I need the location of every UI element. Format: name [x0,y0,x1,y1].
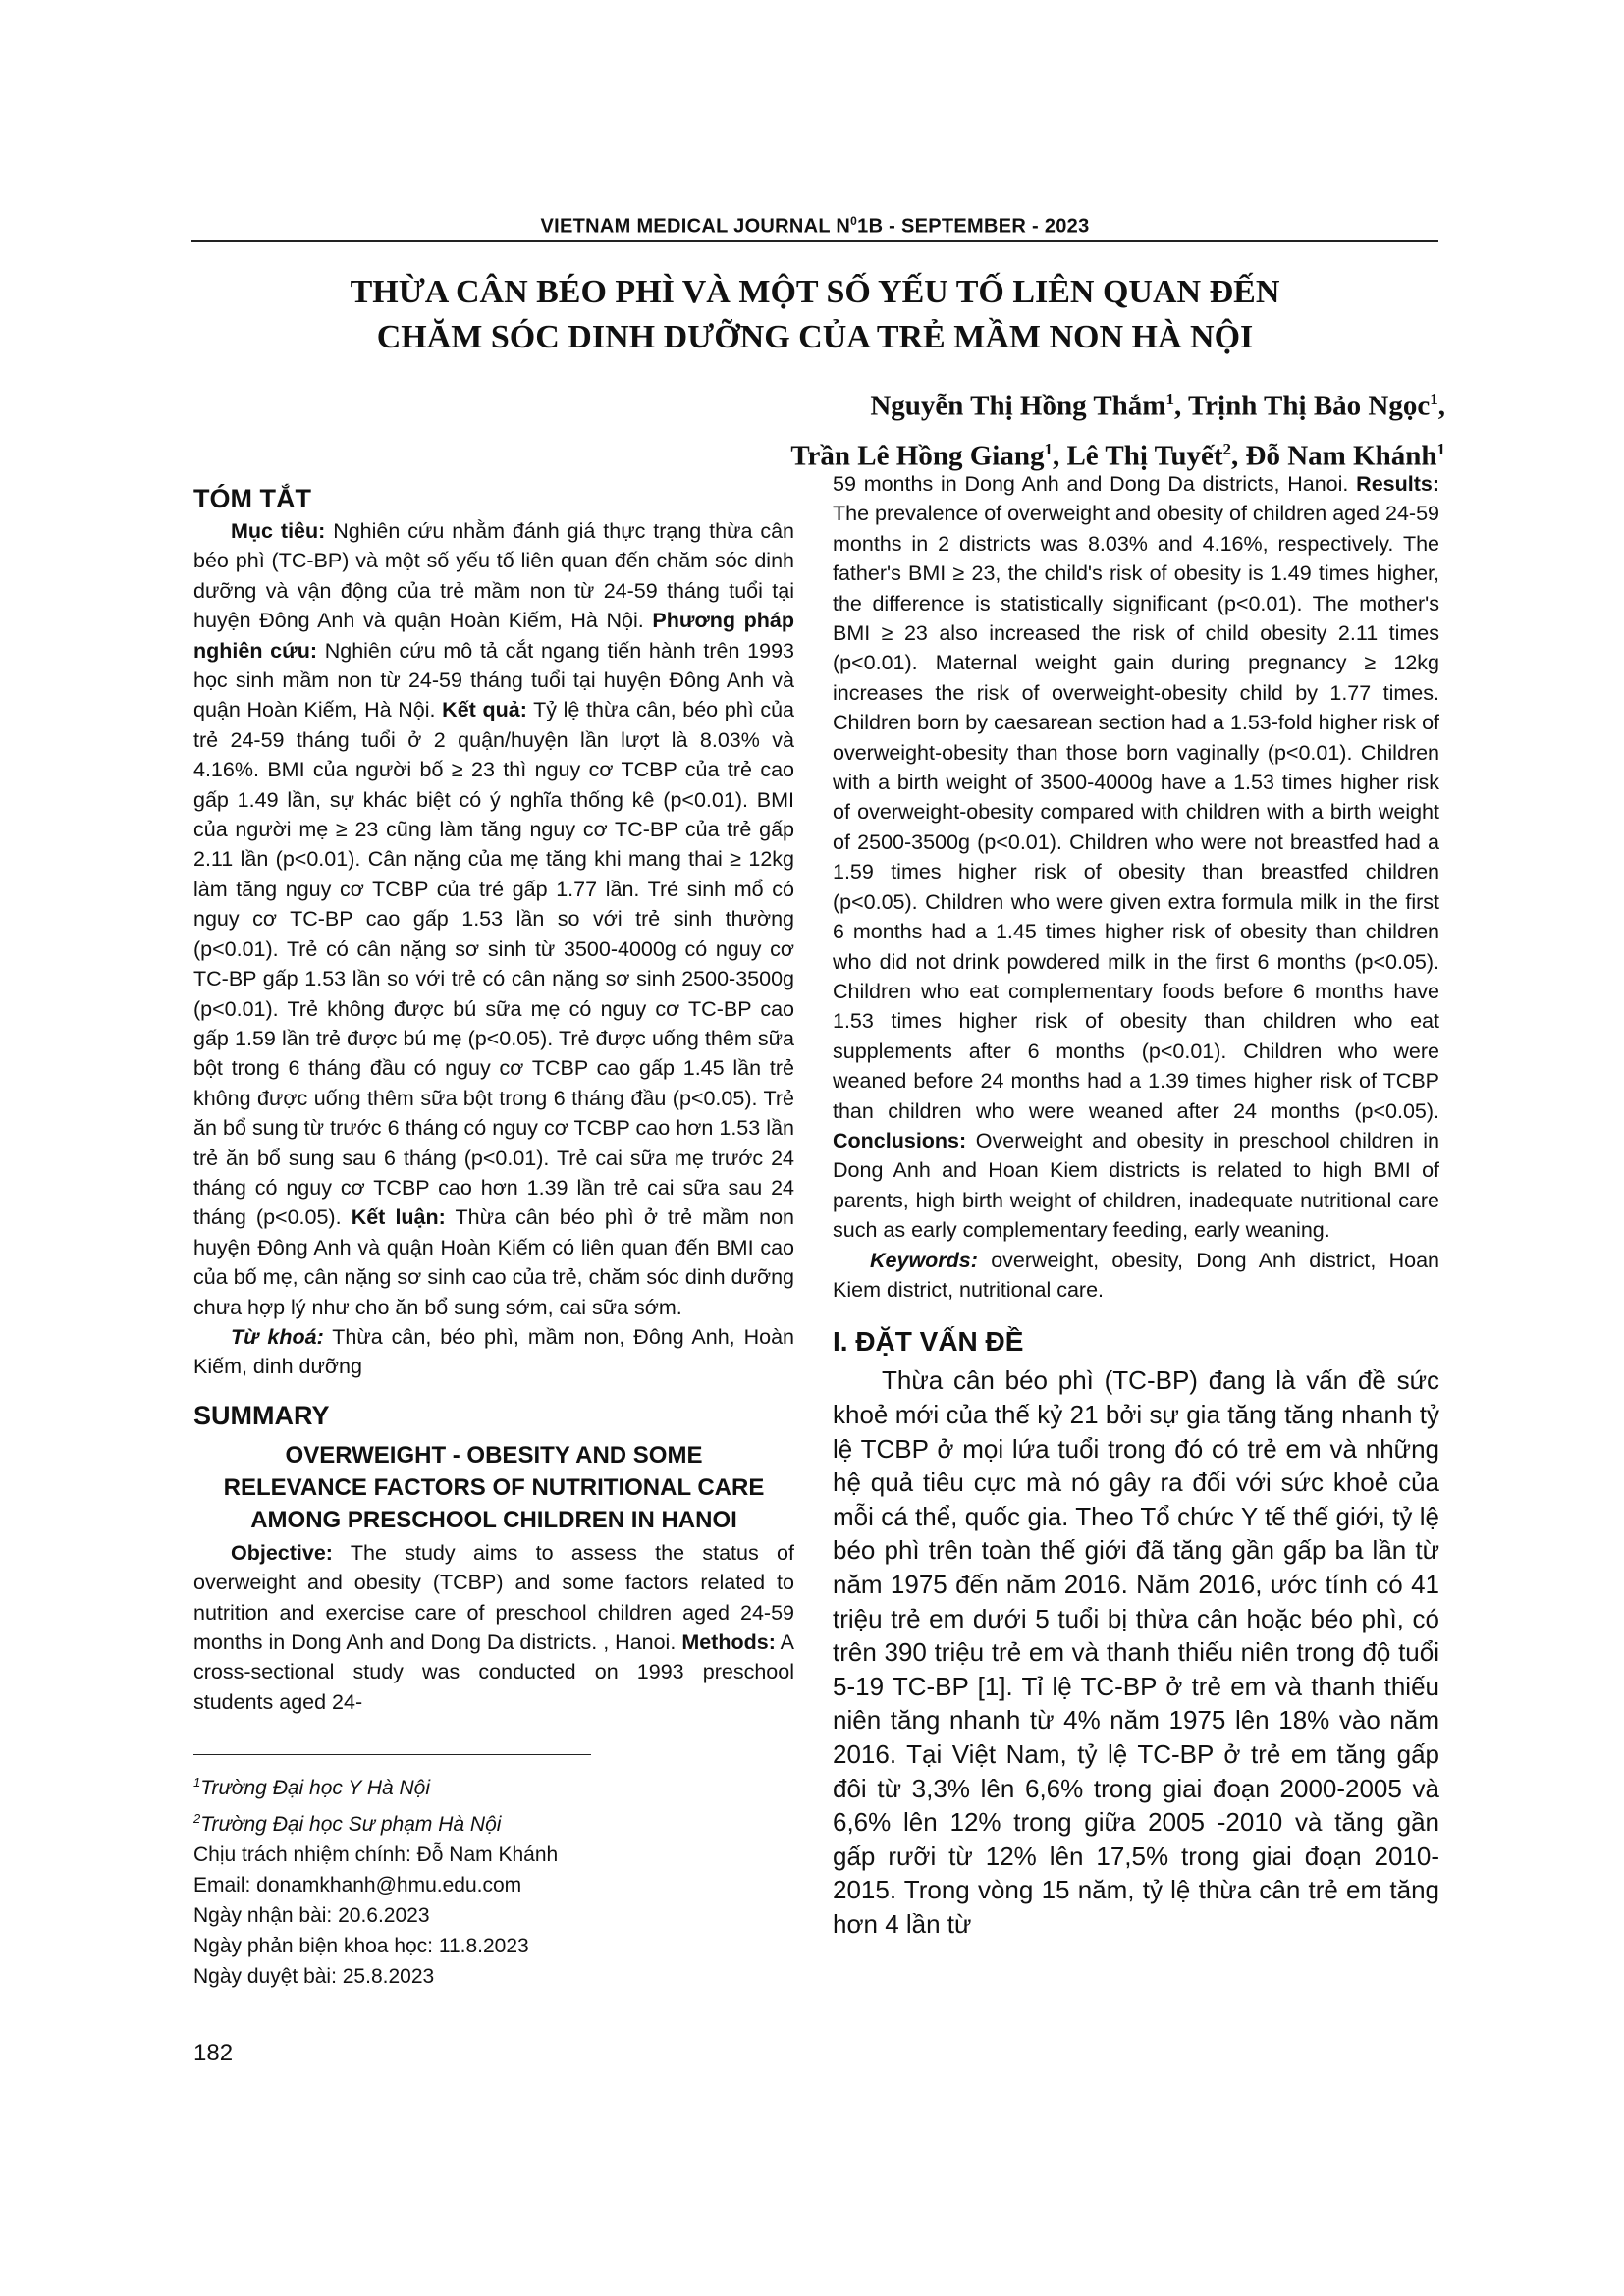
date-received: Ngày nhận bài: 20.6.2023 [193,1904,430,1927]
affiliation-1-text: Trường Đại học Y Hà Nội [200,1777,431,1799]
tomtat-heading: TÓM TẮT [193,484,311,513]
summary-heading: SUMMARY [193,1400,330,1430]
page-number: 182 [193,2040,234,2066]
affiliation-2-number: 2 [193,1811,201,1826]
summary-results-text: The prevalence of overweight and obesity of children aged 24-59 months in 2 districts was 8.03% and 4.16%, respectively. The father's BMI ≥ 23, the child's risk of obesity is 1.49 times higher, the difference is statistically significant (p<0.01). The mother's BMI ≥ 23 also increased the risk of child obesity 2.11 times (p<0.01). Maternal weight gain during pregnancy ≥ 12kg increases the risk of overweight-obesity child by 1.77 times. Children born by caesarean section had a 1.53-fold higher risk of overweight-obesity than those born vaginally (p<0.01). Children with a birth weight of 3500-4000g have a 1.53 times higher risk of overweight-obesity compared with children with a birth weight of 2500-3500g (p<0.01). Children who were not breastfed had a 1.59 times higher risk of obesity than breastfed children (p<0.05). Children who were given extra formula milk in the first 6 months had a 1.45 times higher risk of obesity than children who did not drink powdered milk in the first 6 months (p<0.05). Children who eat complementary foods before 6 months have 1.53 times higher risk of obesity than children who eat supplements after 6 months (p<0.01). Children who were weaned before 24 months had a 1.39 times higher risk of TCBP than children who were weaned after 24 months (p<0.05). [833,502,1439,1123]
affiliation-1 [193,1767,743,1803]
summary-keywords [833,1246,1439,1306]
article-title-line-1: THỪA CÂN BÉO PHÌ VÀ MỘT SỐ YẾU TỐ LIÊN QUAN ĐẾN [350,274,1280,310]
english-title-line-2: RELEVANCE FACTORS OF NUTRITIONAL CARE [223,1473,765,1501]
tomtat-methods-text: Nghiên cứu mô tả cắt ngang tiến hành trên 1993 học sinh mầm non từ 24-59 tháng tuổi tại huyện Đông Anh và quận Hoàn Kiếm, Hà Nội. [193,638,794,722]
summary-abstract-part-1 [193,1538,794,1717]
summary-objective-text: The study aims to assess the status of overweight and obesity (TCBP) and some factors related to nutrition and exercise care of preschool children aged 24-59 months in Dong Anh and Dong Da districts. , Hanoi. [193,1540,794,1654]
journal-issue-sup: 0 [850,214,858,228]
journal-name-post: 1B - SEPTEMBER - 2023 [857,215,1090,238]
summary-objective-label: Objective: [231,1540,333,1565]
article-title [191,270,1438,360]
tomtat-results-text: Tỷ lệ thừa cân, béo phì của trẻ 24-59 tháng tuổi ở 2 quận/huyện lần lượt là 8.03% và 4.16%. BMI của người bố ≥ 23 thì nguy cơ TCBP của trẻ cao gấp 1.49 lần, sự khác biệt có ý nghĩa thống kê (p<0.01). BMI của người mẹ ≥ 23 cũng làm tăng nguy cơ TC-BP của trẻ gấp 2.11 lần (p<0.01). Cân nặng của mẹ tăng khi mang thai ≥ 12kg làm tăng nguy cơ TCBP của trẻ gấp 1.77 lần. Trẻ sinh mổ có nguy cơ TC-BP cao gấp 1.53 lần so với trẻ sinh thường (p<0.01). Trẻ có cân nặng sơ sinh từ 3500-4000g có nguy cơ TC-BP gấp 1.53 lần so với trẻ có cân nặng sơ sinh 2500-3500g (p<0.01). Trẻ không được bú sữa mẹ có nguy cơ TC-BP cao gấp 1.59 lần trẻ được bú mẹ (p<0.05). Trẻ được uống thêm sữa bột trong 6 tháng đầu có nguy cơ TCBP cao gấp 1.45 lần trẻ không được uống thêm sữa bột trong 6 tháng đầu (p<0.05). Trẻ ăn bổ sung từ trước 6 tháng có nguy cơ TCBP cao hơn 1.53 lần trẻ ăn bổ sung sau 6 tháng (p<0.01). Trẻ cai sữa mẹ trước 24 tháng có nguy cơ TCBP cao hơn 1.39 lần trẻ cai sữa sau 24 tháng (p<0.05). [193,698,794,1230]
tomtat-conclusion-text: Thừa cân béo phì ở trẻ mầm non huyện Đông Anh và quận Hoàn Kiếm có liên quan đến BMI cao của bố mẹ, cân nặng sơ sinh cao của trẻ, chăm sóc dinh dưỡng chưa hợp lý như cho ăn bổ sung sớm, cai sữa sớm. [193,1205,795,1319]
footnote-rule [193,1754,591,1755]
footnotes [193,1767,743,1992]
author-name: Nguyễn Thị Hồng Thắm [870,390,1166,422]
summary-keywords-label: Keywords: [870,1248,978,1272]
affiliation-1-number: 1 [193,1775,201,1789]
author-affiliation: 1 [1165,390,1174,408]
author-separator: , [1173,390,1188,422]
contact-email: Email: donamkhanh@hmu.edu.com [193,1874,522,1896]
affiliation-2-text: Trường Đại học Sư phạm Hà Nội [200,1813,502,1836]
affiliation-2 [193,1803,743,1840]
tomtat-conclusion-label: Kết luận: [351,1205,446,1230]
author-affiliation: 1 [1430,390,1438,408]
summary-abstract-part-2 [833,469,1439,1246]
summary-methods-text-right: 59 months in Dong Anh and Dong Da districts, Hanoi. [833,472,1357,496]
summary-results-label: Results: [1356,472,1439,496]
author-name: Lê Thị Tuyết [1066,440,1223,472]
running-header [191,214,1438,239]
summary-keywords-text: overweight, obesity, Dong Anh district, Hoan Kiem district, nutritional care. [833,1248,1439,1302]
author-line-1 [790,378,1445,428]
english-title-line-1: OVERWEIGHT - OBESITY AND SOME [285,1441,703,1468]
author-list [790,378,1445,477]
corresponding-author: Chịu trách nhiệm chính: Đỗ Nam Khánh [193,1843,559,1866]
summary-conclusion-text: Overweight and obesity in preschool children in Dong Anh and Hoan Kiem districts is related to high BMI of parents, high birth weight of children, inadequate nutritional care such as early complementary feeding, early weaning. [833,1128,1439,1243]
english-title-line-3: AMONG PRESCHOOL CHILDREN IN HANOI [250,1506,737,1533]
tomtat-abstract [193,516,794,1322]
left-column [193,469,794,1717]
introduction-text: Thừa cân béo phì (TC-BP) đang là vấn đề sức khoẻ mới của thế kỷ 21 bởi sự gia tăng tăng nhanh tỷ lệ TCBP ở mọi lứa tuổi trong đó có trẻ em và những hệ quả tiêu cực mà nó gây ra đối với sức khoẻ của mỗi cá thể, quốc gia. Theo Tổ chức Y tế thế giới, tỷ lệ béo phì trên toàn thế giới đã tăng gần gấp ba lần từ năm 1975 đến năm 2016. Năm 2016, ước tính có 41 triệu trẻ em dưới 5 tuổi bị thừa cân hoặc béo phì, có trên 390 triệu trẻ em và thanh thiếu niên trong độ tuổi 5-19 TC-BP [1]. Tỉ lệ TC-BP ở trẻ em và thanh thiếu niên tăng nhanh từ 4% năm 1975 lên 18% vào năm 2016. Tại Việt Nam, tỷ lệ TC-BP ở trẻ em tăng gấp đôi từ 3,3% lên 6,6% trong giai đoạn 2000-2005 và 6,6% lên 12% trong giữa 2005 -2010 và tăng gần gấp rưỡi từ 12% lên 17,5% trong giai đoạn 2010-2015. Trong vòng 15 năm, tỷ lệ thừa cân trẻ em tăng hơn 4 lần từ [833,1365,1439,1939]
tomtat-methods-label: Phương pháp nghiên cứu: [193,609,794,663]
author-separator: , [1052,440,1067,472]
author-affiliation: 1 [1436,439,1445,458]
author-separator: , [1231,440,1246,472]
date-accepted: Ngày duyệt bài: 25.8.2023 [193,1965,435,1988]
introduction-heading: I. ĐẶT VẤN ĐỀ [833,1326,1024,1358]
tomtat-keywords-text: Thừa cân, béo phì, mầm non, Đông Anh, Hoàn Kiếm, dinh dưỡng [193,1324,794,1379]
tomtat-results-label: Kết quả: [442,698,527,722]
header-rule [191,240,1438,242]
article-title-line-2: CHĂM SÓC DINH DƯỠNG CỦA TRẺ MẦM NON HÀ NỘI [376,319,1254,355]
summary-conclusion-label: Conclusions: [833,1128,967,1152]
author-name: Đỗ Nam Khánh [1245,440,1437,472]
tomtat-keywords [193,1322,794,1382]
journal-name-pre: VIETNAM MEDICAL JOURNAL N [540,215,851,238]
author-name: Trịnh Thị Bảo Ngọc [1187,390,1431,422]
author-separator: , [1437,390,1445,422]
summary-methods-label: Methods: [681,1630,776,1654]
tomtat-objective-text: Nghiên cứu nhằm đánh giá thực trạng thừa cân béo phì (TC-BP) và một số yếu tố liên quan đến chăm sóc dinh dưỡng và vận động của trẻ mầm non từ 24-59 tháng tuổi tại huyện Đông Anh và quận Hoàn Kiếm, Hà Nội. [193,519,794,633]
author-affiliation: 1 [1044,439,1053,458]
right-column [833,469,1439,1941]
tomtat-objective-label: Mục tiêu: [231,519,326,543]
date-reviewed: Ngày phản biện khoa học: 11.8.2023 [193,1935,529,1957]
summary-methods-text-left: A cross-sectional study was conducted on 1993 preschool students aged 24- [193,1630,795,1714]
english-title [193,1439,794,1536]
author-affiliation: 2 [1222,439,1231,458]
tomtat-keywords-label: Từ khoá: [231,1324,324,1349]
author-name: Trần Lê Hồng Giang [790,440,1045,472]
